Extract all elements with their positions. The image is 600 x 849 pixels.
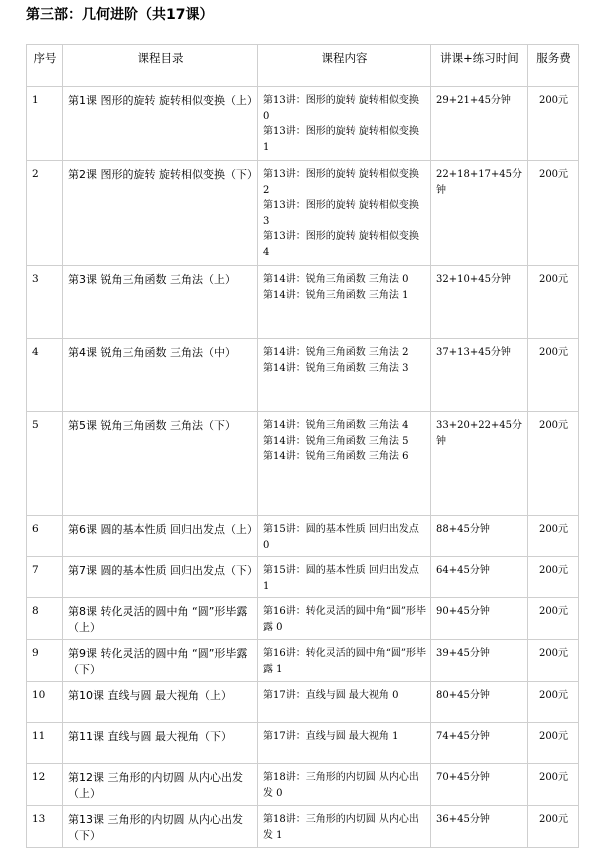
content-line: 第13讲：图形的旋转 旋转相似变换 0 <box>263 95 419 122</box>
table-row <box>27 598 579 640</box>
row-index: 9 <box>27 640 63 682</box>
row-index: 8 <box>27 598 63 640</box>
content-line: 第14讲：锐角三角函数 三角法 4 <box>263 420 409 431</box>
content-line: 第18讲：三角形的内切圆 从内心出发 0 <box>263 772 419 799</box>
content-line: 第16讲：转化灵活的圆中角“圆”形毕露 1 <box>263 648 426 675</box>
row-course-content <box>258 764 431 806</box>
row-fee: 200元 <box>528 598 579 640</box>
row-fee: 200元 <box>528 339 579 412</box>
row-duration: 22+18+17+45分钟 <box>431 161 528 266</box>
header-duration: 讲课+练习时间 <box>431 45 528 87</box>
header-fee: 服务费 <box>528 45 579 87</box>
content-line: 第14讲：锐角三角函数 三角法 1 <box>263 289 409 301</box>
row-index: 5 <box>27 412 63 516</box>
content-line: 第16讲：转化灵活的圆中角“圆”形毕露 0 <box>263 606 426 633</box>
row-duration: 33+20+22+45分钟 <box>431 412 528 516</box>
row-fee: 200元 <box>528 516 579 557</box>
table-row <box>27 764 579 806</box>
content-line: 第18讲：三角形的内切圆 从内心出发 1 <box>263 814 419 841</box>
row-course-content <box>258 557 431 598</box>
table-row <box>27 161 579 266</box>
row-course-content <box>258 87 431 161</box>
table-row <box>27 640 579 682</box>
header-course-content: 课程内容 <box>258 45 431 87</box>
content-line: 第14讲：锐角三角函数 三角法 0 <box>263 274 409 285</box>
row-index: 7 <box>27 557 63 598</box>
row-duration: 36+45分钟 <box>431 806 528 848</box>
content-line: 第17讲：直线与圆 最大视角 1 <box>263 731 399 742</box>
table-row <box>27 557 579 598</box>
content-line: 第17讲：直线与圆 最大视角 0 <box>263 690 399 701</box>
table-row <box>27 412 579 516</box>
row-duration: 32+10+45分钟 <box>431 266 528 339</box>
table-header-row <box>27 45 579 87</box>
row-course-content <box>258 723 431 764</box>
header-index: 序号 <box>27 45 63 87</box>
row-duration: 70+45分钟 <box>431 764 528 806</box>
row-index: 13 <box>27 806 63 848</box>
row-course-title: 第9课 转化灵活的圆中角 “圆”形毕露（下） <box>63 640 258 682</box>
content-line: 第15讲：圆的基本性质 回归出发点 1 <box>263 565 419 592</box>
row-fee: 200元 <box>528 640 579 682</box>
table-body <box>27 87 579 848</box>
row-index: 1 <box>27 87 63 161</box>
content-line: 第13讲：图形的旋转 旋转相似变换 1 <box>263 126 419 153</box>
row-duration: 37+13+45分钟 <box>431 339 528 412</box>
row-duration: 88+45分钟 <box>431 516 528 557</box>
content-line: 第13讲：图形的旋转 旋转相似变换 2 <box>263 169 419 196</box>
row-course-title: 第10课 直线与圆 最大视角（上） <box>63 682 258 723</box>
row-duration: 74+45分钟 <box>431 723 528 764</box>
row-duration: 90+45分钟 <box>431 598 528 640</box>
row-course-content <box>258 806 431 848</box>
row-index: 2 <box>27 161 63 266</box>
section-heading: 第三部：几何进阶（共17课） <box>26 7 214 23</box>
row-fee: 200元 <box>528 557 579 598</box>
row-fee: 200元 <box>528 682 579 723</box>
course-table <box>26 44 579 848</box>
content-line: 第14讲：锐角三角函数 三角法 6 <box>263 451 409 462</box>
row-fee: 200元 <box>528 266 579 339</box>
row-index: 11 <box>27 723 63 764</box>
row-index: 12 <box>27 764 63 806</box>
table-row <box>27 682 579 723</box>
row-duration: 29+21+45分钟 <box>431 87 528 161</box>
row-course-title: 第7课 圆的基本性质 回归出发点（下） <box>63 557 258 598</box>
table-row <box>27 516 579 557</box>
row-course-content <box>258 266 431 339</box>
row-duration: 39+45分钟 <box>431 640 528 682</box>
row-duration: 64+45分钟 <box>431 557 528 598</box>
content-line: 第14讲：锐角三角函数 三角法 2 <box>263 347 409 358</box>
row-course-content <box>258 161 431 266</box>
header-course-title: 课程目录 <box>63 45 258 87</box>
row-fee: 200元 <box>528 806 579 848</box>
content-line: 第14讲：锐角三角函数 三角法 3 <box>263 362 409 374</box>
row-fee: 200元 <box>528 723 579 764</box>
row-fee: 200元 <box>528 764 579 806</box>
table-row <box>27 806 579 848</box>
row-course-title: 第2课 图形的旋转 旋转相似变换（下） <box>63 161 258 266</box>
row-fee: 200元 <box>528 412 579 516</box>
table-row <box>27 339 579 412</box>
row-index: 10 <box>27 682 63 723</box>
row-course-title: 第11课 直线与圆 最大视角（下） <box>63 723 258 764</box>
row-course-content <box>258 412 431 516</box>
row-index: 3 <box>27 266 63 339</box>
row-duration: 80+45分钟 <box>431 682 528 723</box>
row-fee: 200元 <box>528 161 579 266</box>
table-row <box>27 723 579 764</box>
row-index: 6 <box>27 516 63 557</box>
row-course-content <box>258 640 431 682</box>
row-course-content <box>258 682 431 723</box>
row-course-title: 第13课 三角形的内切圆 从内心出发（下） <box>63 806 258 848</box>
row-course-title: 第12课 三角形的内切圆 从内心出发（上） <box>63 764 258 806</box>
row-course-content <box>258 339 431 412</box>
row-course-title: 第3课 锐角三角函数 三角法（上） <box>63 266 258 339</box>
row-course-title: 第4课 锐角三角函数 三角法（中） <box>63 339 258 412</box>
content-line: 第13讲：图形的旋转 旋转相似变换 3 <box>263 200 419 227</box>
table-row <box>27 266 579 339</box>
row-course-title: 第8课 转化灵活的圆中角 “圆”形毕露（上） <box>63 598 258 640</box>
row-course-title: 第1课 图形的旋转 旋转相似变换（上） <box>63 87 258 161</box>
content-line: 第14讲：锐角三角函数 三角法 5 <box>263 435 409 447</box>
row-course-title: 第5课 锐角三角函数 三角法（下） <box>63 412 258 516</box>
row-course-title: 第6课 圆的基本性质 回归出发点（上） <box>63 516 258 557</box>
row-index: 4 <box>27 339 63 412</box>
row-fee: 200元 <box>528 87 579 161</box>
content-line: 第15讲：圆的基本性质 回归出发点 0 <box>263 524 419 551</box>
table-row <box>27 87 579 161</box>
content-line: 第13讲：图形的旋转 旋转相似变换 4 <box>263 231 419 258</box>
row-course-content <box>258 516 431 557</box>
row-course-content <box>258 598 431 640</box>
